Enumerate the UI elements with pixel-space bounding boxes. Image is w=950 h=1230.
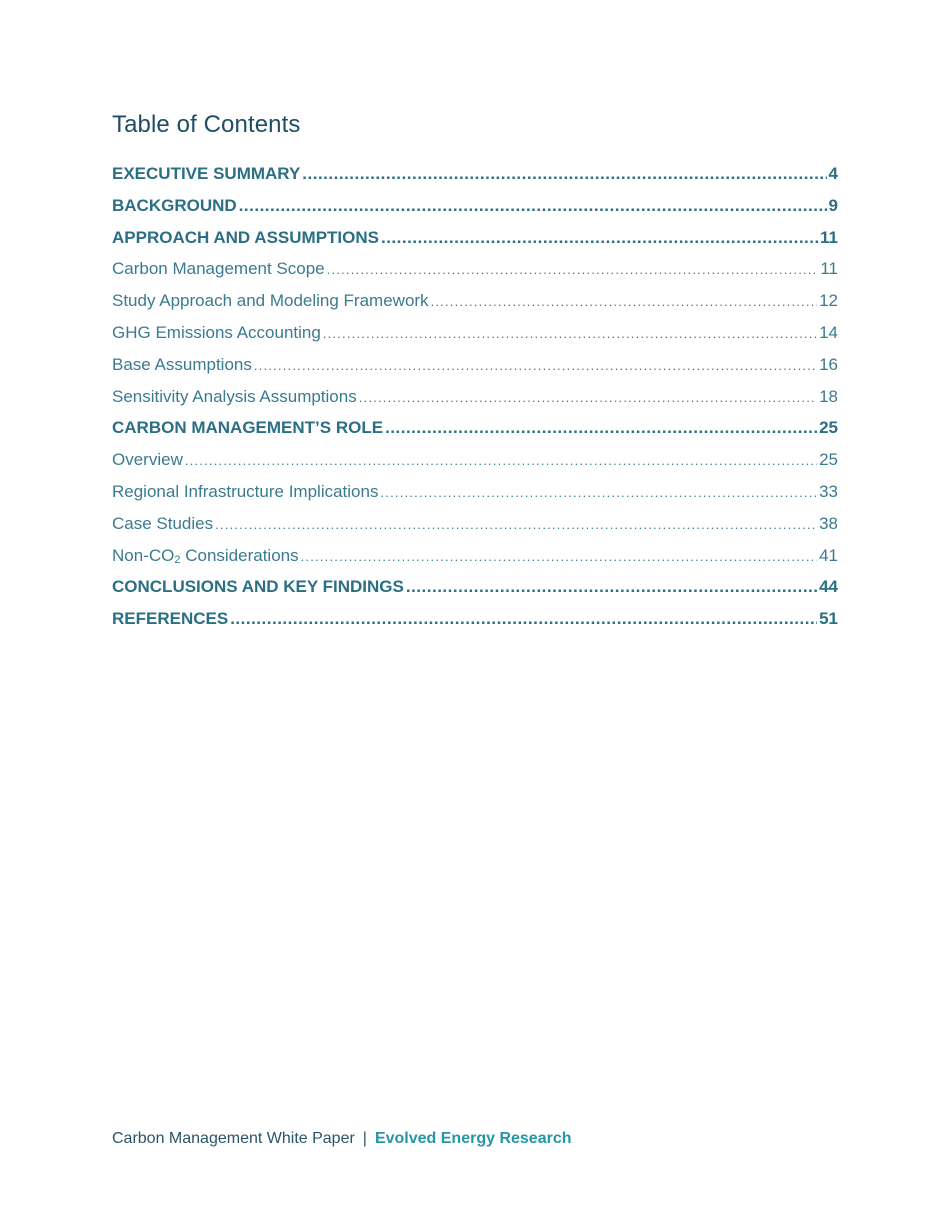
toc-leader-dots xyxy=(380,477,817,509)
page-footer xyxy=(112,1130,572,1148)
toc-entry-page: 51 xyxy=(819,609,838,629)
toc-entry-references[interactable] xyxy=(112,603,838,635)
toc-entry-label: GHG Emissions Accounting xyxy=(112,322,321,342)
toc-entry-page: 18 xyxy=(819,386,838,406)
toc-entry-page: 9 xyxy=(828,195,838,215)
toc-entry-label: Sensitivity Analysis Assumptions xyxy=(112,386,357,406)
toc-entry-label: Regional Infrastructure Implications xyxy=(112,481,379,501)
toc-entry-page: 44 xyxy=(819,577,838,597)
toc-entry-label: APPROACH AND ASSUMPTIONS xyxy=(112,227,379,247)
toc-leader-dots xyxy=(230,603,817,635)
toc-entry-page: 25 xyxy=(819,418,838,438)
toc-entry-label-suffix: Considerations xyxy=(180,545,299,565)
toc-entry-label: Study Approach and Modeling Framework xyxy=(112,291,429,311)
toc-entry-page: 14 xyxy=(819,322,838,342)
toc-entry-label: Carbon Management Scope xyxy=(112,259,325,279)
toc-entry-sensitivity-analysis[interactable] xyxy=(112,381,838,413)
toc-entry-label: CONCLUSIONS AND KEY FINDINGS xyxy=(112,577,404,597)
toc-entry-study-approach[interactable] xyxy=(112,285,838,317)
toc-entry-ghg-emissions-accounting[interactable] xyxy=(112,317,838,349)
toc-entry-label: Base Assumptions xyxy=(112,354,252,374)
toc-entry-regional-infrastructure[interactable] xyxy=(112,476,838,508)
toc-entry-page: 12 xyxy=(819,291,838,311)
toc-entry-label: EXECUTIVE SUMMARY xyxy=(112,164,301,183)
toc-entry-non-co2-considerations[interactable] xyxy=(112,540,838,572)
toc-leader-dots xyxy=(215,509,817,541)
footer-separator: | xyxy=(362,1130,367,1147)
toc-entry-label xyxy=(112,540,299,572)
toc-entry-conclusions[interactable] xyxy=(112,571,838,603)
toc-entry-page: 16 xyxy=(819,354,838,374)
toc-entry-page: 33 xyxy=(819,481,838,501)
toc-leader-dots xyxy=(185,445,817,477)
toc-leader-dots xyxy=(431,286,818,318)
toc-leader-dots xyxy=(302,158,826,190)
toc-leader-dots xyxy=(359,382,817,414)
toc-entry-carbon-management-scope[interactable] xyxy=(112,253,838,285)
toc-leader-dots xyxy=(323,318,817,350)
toc-entry-label: Case Studies xyxy=(112,513,214,533)
toc-entry-page: 25 xyxy=(819,450,838,470)
toc-leader-dots xyxy=(381,222,818,254)
toc-leader-dots xyxy=(254,350,817,382)
toc-entry-label-prefix: Non-CO xyxy=(112,545,175,565)
toc-entry-page: 4 xyxy=(828,164,838,183)
toc-entry-label-subscript: 2 xyxy=(174,553,181,566)
toc-title: Table of Contents xyxy=(112,111,301,138)
toc-leader-dots xyxy=(406,571,817,603)
toc-leader-dots xyxy=(327,254,819,286)
toc-entry-label: BACKGROUND xyxy=(112,195,237,215)
toc-entry-page: 11 xyxy=(820,259,838,279)
footer-organization: Evolved Energy Research xyxy=(374,1130,572,1147)
toc-entry-page: 11 xyxy=(820,227,838,247)
toc-entry-background[interactable] xyxy=(112,190,838,222)
toc-entry-page: 41 xyxy=(819,545,838,565)
toc-entry-label: CARBON MANAGEMENT’S ROLE xyxy=(112,418,384,438)
toc-entry-case-studies[interactable] xyxy=(112,508,838,540)
toc-entry-approach-and-assumptions[interactable] xyxy=(112,222,838,254)
toc-entry-carbon-management-role[interactable] xyxy=(112,412,838,444)
toc-entry-base-assumptions[interactable] xyxy=(112,349,838,381)
toc-list xyxy=(112,158,838,635)
footer-doc-title: Carbon Management White Paper xyxy=(112,1130,355,1147)
toc-entry-executive-summary[interactable] xyxy=(112,158,838,190)
toc-leader-dots xyxy=(301,541,817,573)
toc-entry-overview[interactable] xyxy=(112,444,838,476)
toc-leader-dots xyxy=(239,190,827,222)
toc-entry-label: REFERENCES xyxy=(112,609,229,629)
toc-leader-dots xyxy=(385,412,817,444)
toc-entry-page: 38 xyxy=(819,513,838,533)
toc-entry-label: Overview xyxy=(112,450,183,470)
